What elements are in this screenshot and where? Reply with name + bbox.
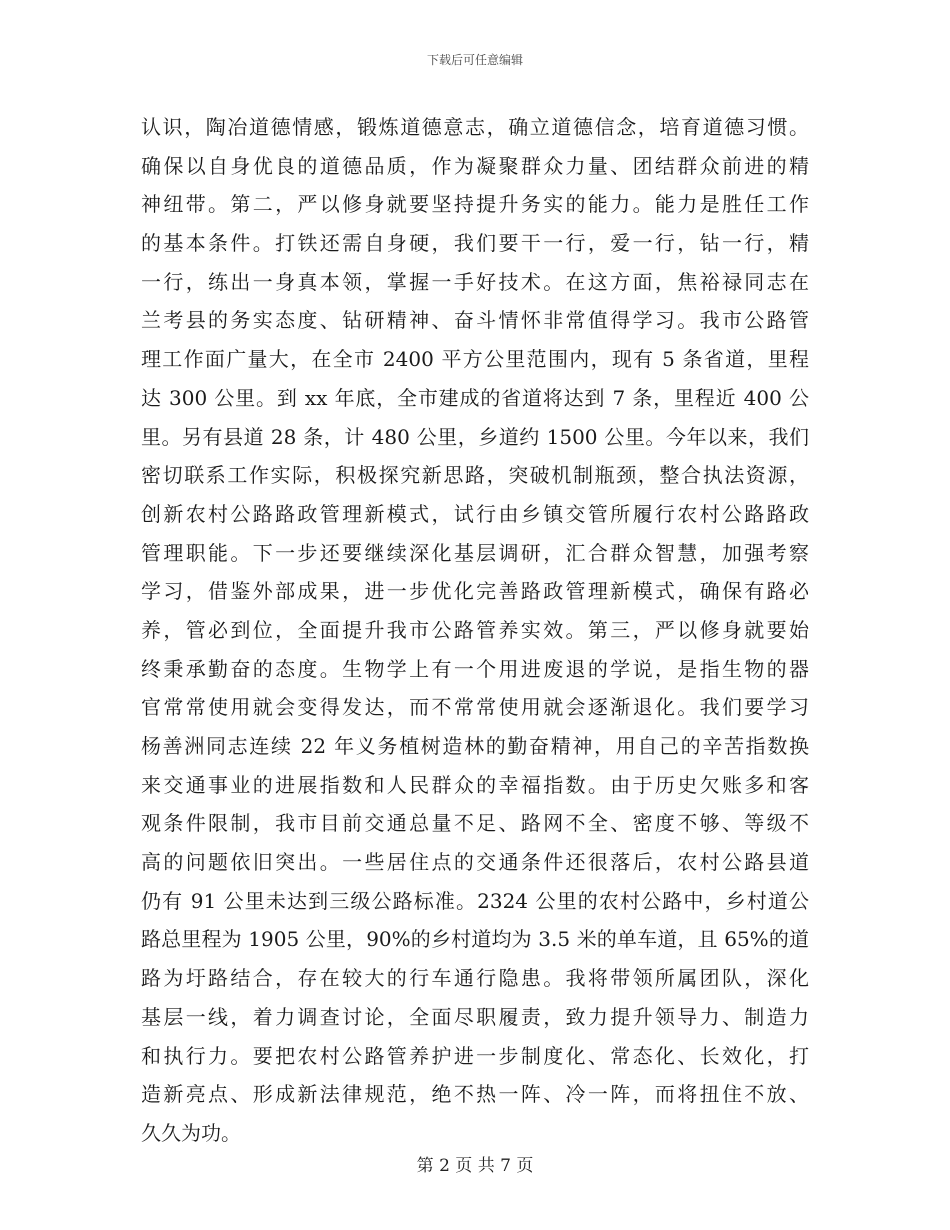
body-text-line: 理工作面广量大，在全市 2400 平方公里范围内，现有 5 条省道，里程 bbox=[141, 347, 809, 372]
body-text-line: 终秉承勤奋的态度。生物学上有一个用进废退的学说，是指生物的器 bbox=[141, 656, 809, 681]
body-text-line: 达 300 公里。到 xx 年底，全市建成的省道将达到 7 条，里程近 400 公 bbox=[141, 385, 809, 410]
document-body bbox=[141, 108, 809, 1153]
body-text-line: 路总里程为 1905 公里，90%的乡村道均为 3.5 米的单车道，且 65%的道 bbox=[141, 927, 809, 952]
body-text-line: 的基本条件。打铁还需自身硬，我们要干一行，爱一行，钻一行，精 bbox=[141, 231, 809, 256]
body-text-line: 确保以自身优良的道德品质，作为凝聚群众力量、团结群众前进的精 bbox=[141, 153, 809, 178]
body-text-line: 仍有 91 公里未达到三级公路标准。2324 公里的农村公路中，乡村道公 bbox=[141, 888, 809, 913]
body-text-line: 一行，练出一身真本领，掌握一手好技术。在这方面，焦裕禄同志在 bbox=[141, 269, 809, 294]
body-text-line: 高的问题依旧突出。一些居住点的交通条件还很落后，农村公路县道 bbox=[141, 850, 809, 875]
body-text-line: 密切联系工作实际，积极探究新思路，突破机制瓶颈，整合执法资源， bbox=[141, 463, 809, 488]
body-text-line: 里。另有县道 28 条，计 480 公里，乡道约 1500 公里。今年以来，我们 bbox=[141, 424, 809, 449]
body-text-line: 杨善洲同志连续 22 年义务植树造林的勤奋精神，用自己的辛苦指数换 bbox=[141, 734, 809, 758]
body-text-line: 养，管必到位，全面提升我市公路管养实效。第三，严以修身就要始 bbox=[141, 617, 809, 642]
body-text-line: 基层一线，着力调查讨论，全面尽职履责，致力提升领导力、制造力 bbox=[141, 1004, 809, 1029]
body-text-line: 神纽带。第二，严以修身就要坚持提升务实的能力。能力是胜任工作 bbox=[141, 192, 809, 217]
body-text-line: 学习，借鉴外部成果，进一步优化完善路政管理新模式，确保有路必 bbox=[141, 579, 809, 604]
body-text-line: 造新亮点、形成新法律规范，绝不热一阵、冷一阵，而将扭住不放、 bbox=[141, 1082, 809, 1107]
body-text-line: 路为圩路结合，存在较大的行车通行隐患。我将带领所属团队，深化 bbox=[141, 966, 809, 991]
body-text-line: 来交通事业的进展指数和人民群众的幸福指数。由于历史欠账多和客 bbox=[141, 772, 809, 797]
body-text-line: 官常常使用就会变得发达，而不常常使用就会逐渐退化。我们要学习 bbox=[141, 695, 809, 720]
body-text-line: 久久为功。 bbox=[141, 1120, 241, 1145]
body-text-line: 认识，陶冶道德情感，锻炼道德意志，确立道德信念，培育道德习惯。 bbox=[141, 115, 809, 139]
body-text-line: 创新农村公路路政管理新模式，试行由乡镇交管所履行农村公路路政 bbox=[141, 501, 809, 526]
page-number: 第 2 页 共 7 页 bbox=[416, 1156, 534, 1176]
body-text-line: 和执行力。要把农村公路管养护进一步制度化、常态化、长效化，打 bbox=[141, 1043, 809, 1068]
body-text-line: 管理职能。下一步还要继续深化基层调研，汇合群众智慧，加强考察 bbox=[141, 540, 809, 565]
page-header-note: 下载后可任意编辑 bbox=[426, 53, 523, 67]
body-text-line: 观条件限制，我市目前交通总量不足、路网不全、密度不够、等级不 bbox=[141, 811, 809, 836]
body-text-line: 兰考县的务实态度、钻研精神、奋斗情怀非常值得学习。我市公路管 bbox=[141, 308, 809, 333]
